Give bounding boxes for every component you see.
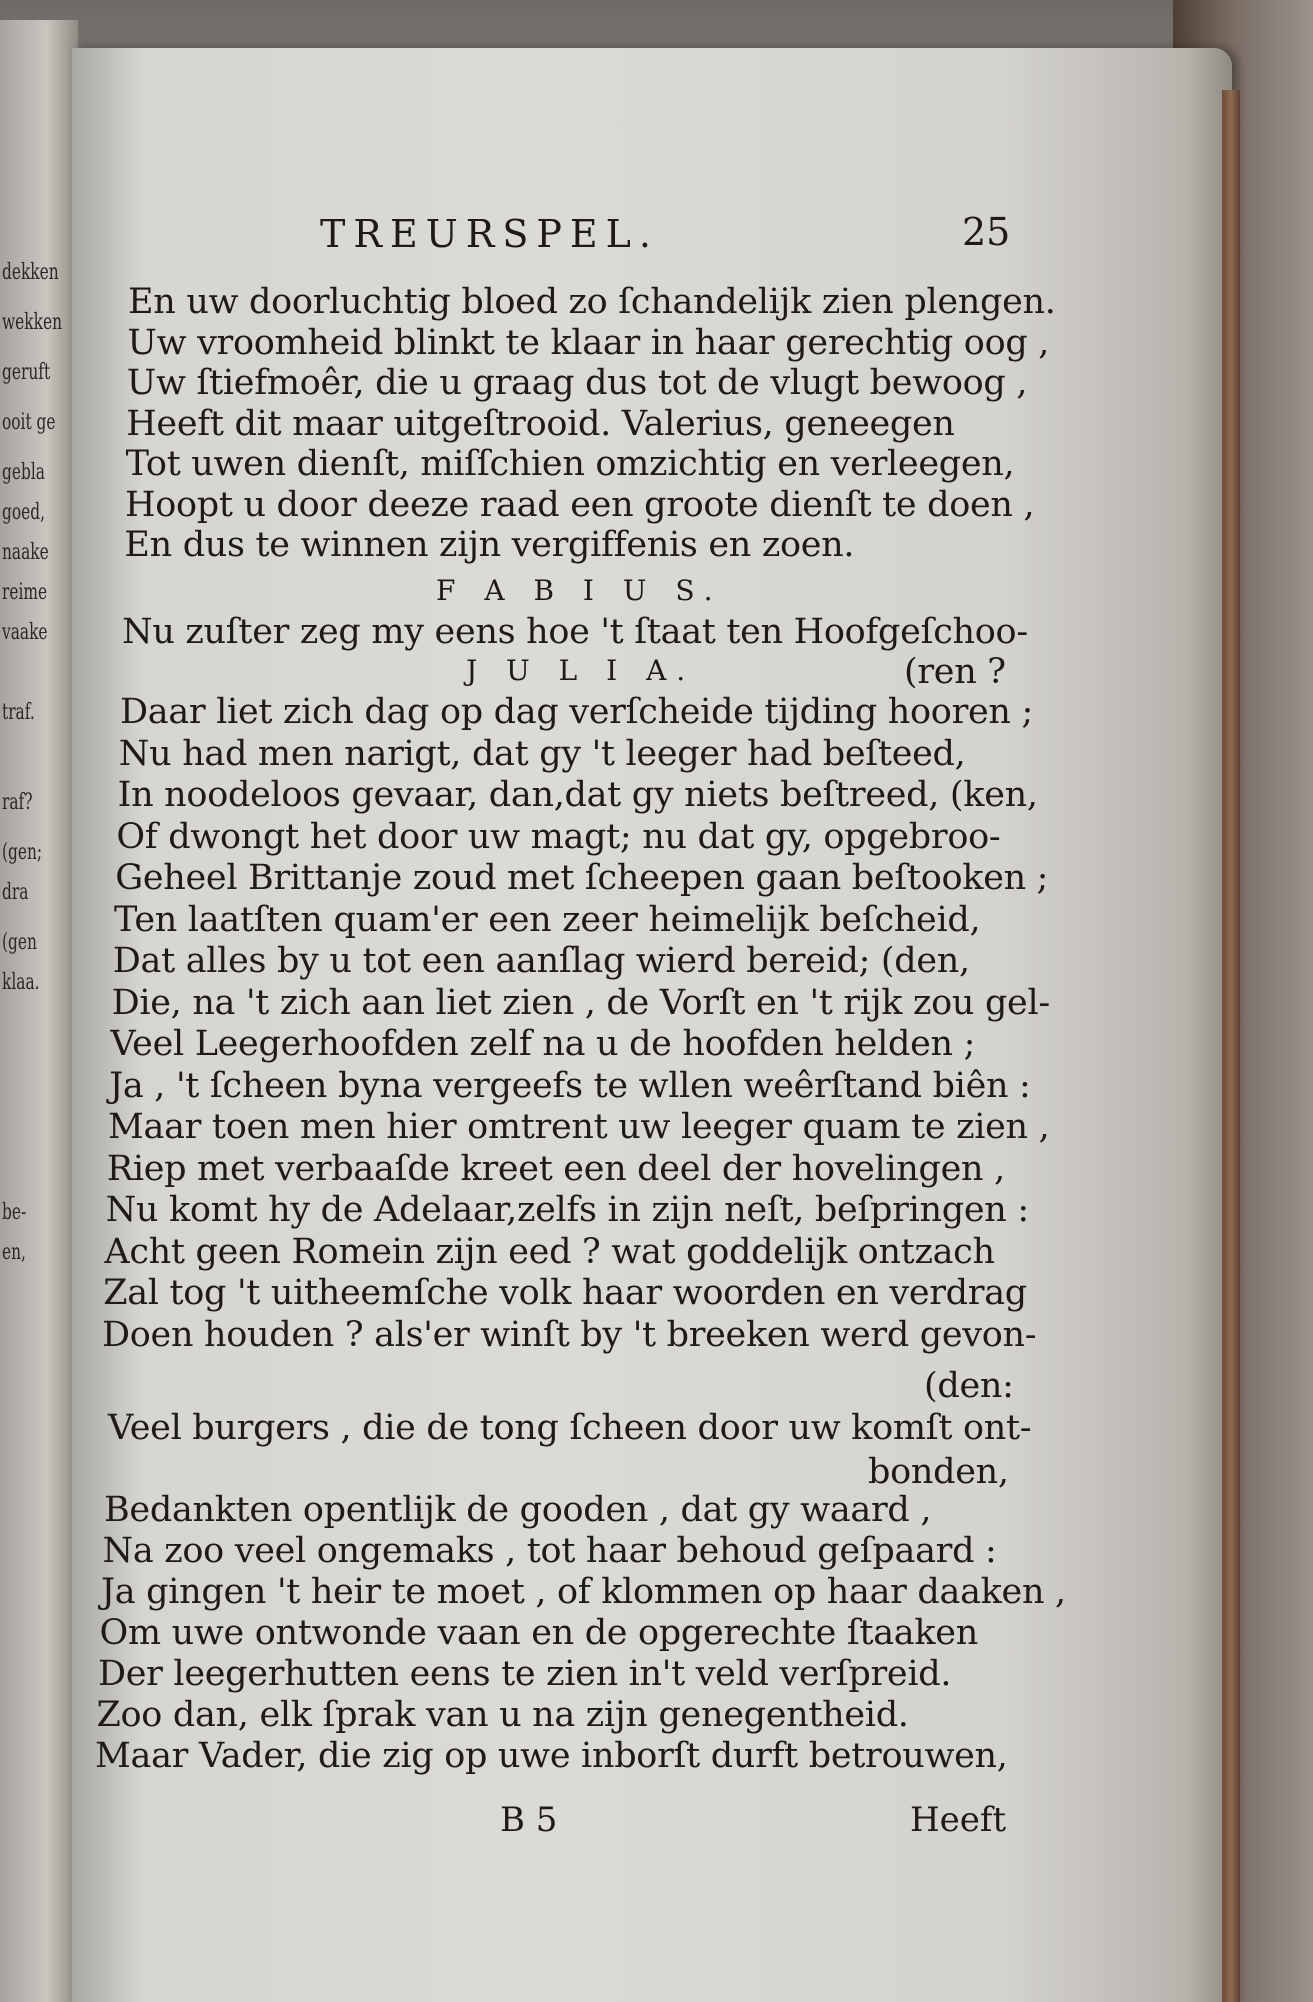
left-page-fragment: (gen xyxy=(2,930,37,955)
verse-line: Ten laatſten quam'er een zeer heimelijk beſcheid, xyxy=(114,899,981,940)
verse-line: Heeft dit maar uitgeſtrooid. Valerius, geneegen xyxy=(126,403,955,444)
verse-line: Geheel Brittanje zoud met ſcheepen gaan beſtooken ; xyxy=(115,858,1049,898)
verse-line: En uw doorluchtig bloed zo ſchandelijk zien plengen. xyxy=(128,282,1056,322)
verse-line: Hoopt u door deeze raad een groote dienſt te doen , xyxy=(125,484,1035,525)
verse-line: Maar toen men hier omtrent uw leeger quam te zien , xyxy=(108,1107,1050,1147)
left-page-fragment: vaake xyxy=(2,620,48,645)
left-page-fragment: ooit ge xyxy=(2,410,56,435)
verse-line: Zoo dan, elk ſprak van u na zijn genegentheid. xyxy=(96,1695,909,1735)
verse-line: Riep met verbaaſde kreet een deel der hovelingen , xyxy=(106,1148,1005,1189)
left-page-fragment: dekken xyxy=(2,260,59,285)
running-title: TREURSPEL. xyxy=(320,212,659,256)
verse-line: Doen houden ? als'er winſt by 't breeken werd gevon- xyxy=(102,1314,1037,1355)
verse-overflow-den: (den: xyxy=(924,1366,1014,1406)
left-page-fragment: klaa. xyxy=(2,970,40,995)
left-page-fragment: gebla xyxy=(2,460,45,485)
signature-mark: B 5 xyxy=(500,1800,558,1840)
verse-line: In noodeloos gevaar, dan,dat gy niets beſtreed, (ken, xyxy=(117,775,1038,815)
verse-line: Daar liet zich dag op dag verſcheide tijding hooren ; xyxy=(120,692,1033,732)
left-page-fragment: geruft xyxy=(2,360,51,385)
left-page-fragment: be- xyxy=(2,1200,27,1225)
left-page-fragment: dra xyxy=(2,880,29,905)
left-page-fragment: naake xyxy=(2,540,49,565)
left-page-fragment: goed, xyxy=(2,500,46,525)
verse-line: Der leegerhutten eens te zien in't veld verſpreid. xyxy=(98,1654,952,1694)
verse-line: Ja gingen 't heir te moet , of klommen op haar daaken , xyxy=(101,1572,1066,1612)
page-number: 25 xyxy=(962,210,1011,254)
left-page-fragment: (gen; xyxy=(2,840,43,865)
verse-line: Ja , 't ſcheen byna vergeefs te wllen weêrſtand biên : xyxy=(109,1065,1031,1106)
verse-line: Die, na 't zich aan liet zien , de Vorſt en 't rijk zou gel- xyxy=(111,982,1050,1023)
verse-line: En dus te winnen zijn vergiffenis en zoen. xyxy=(124,525,855,565)
verse-line-fabius: Nu zuſter zeg my eens hoe 't ſtaat ten Hoofgeſchoo- xyxy=(122,612,1028,652)
speaker-fabius: F A B I U S. xyxy=(436,574,723,607)
verse-line-burgers: Veel burgers , die de tong ſcheen door uw komſt ont- xyxy=(108,1408,1032,1448)
left-page-fragment: wekken xyxy=(2,310,62,335)
left-page-fragment: raf? xyxy=(2,790,33,815)
verse-line: Na zoo veel ongemaks , tot haar behoud geſpaard : xyxy=(102,1531,997,1571)
left-page-fragment: en, xyxy=(2,1240,26,1265)
verse-line: Om uwe ontwonde vaan en de opgerechte ſtaaken xyxy=(99,1613,978,1653)
verse-line: Of dwongt het door uw magt; nu dat gy, opgebroo- xyxy=(116,816,1001,857)
left-page-fragment: traf. xyxy=(2,700,35,725)
verse-line: Dat alles by u tot een aanſlag wierd bereid; (den, xyxy=(112,941,970,981)
verse-line: Veel Leegerhoofden zelf na u de hoofden helden ; xyxy=(110,1024,976,1064)
verse-overflow-ren: (ren ? xyxy=(904,652,1006,692)
verse-line: Maar Vader, die zig op uwe inborſt durft betrouwen, xyxy=(95,1736,1008,1776)
speaker-julia: J U L I A. xyxy=(466,654,696,687)
verse-line: Uw vroomheid blinkt te klaar in haar gerechtig oog , xyxy=(127,322,1050,363)
verse-line: Acht geen Romein zijn eed ? wat goddelijk ontzach xyxy=(104,1231,995,1272)
verse-line: Tot uwen dienſt, miſſchien omzichtig en verleegen, xyxy=(125,444,1015,484)
verse-line: Bedankten opentlijk de gooden , dat gy waard , xyxy=(104,1490,932,1530)
verse-line: Uw ſtiefmoêr, die u graag dus tot de vlugt bewoog , xyxy=(126,363,1028,403)
verse-line: Zal tog 't uitheemſche volk haar woorden en verdrag xyxy=(103,1273,1027,1313)
left-page-fragment: reime xyxy=(2,580,48,605)
verse-line: Nu had men narigt, dat gy 't leeger had beſteed, xyxy=(118,733,966,774)
verse-overflow-bonden: bonden, xyxy=(868,1452,1009,1492)
catchword: Heeft xyxy=(910,1800,1007,1840)
verse-line: Nu komt hy de Adelaar,zelfs in zijn neſt, beſpringen : xyxy=(105,1190,1029,1230)
